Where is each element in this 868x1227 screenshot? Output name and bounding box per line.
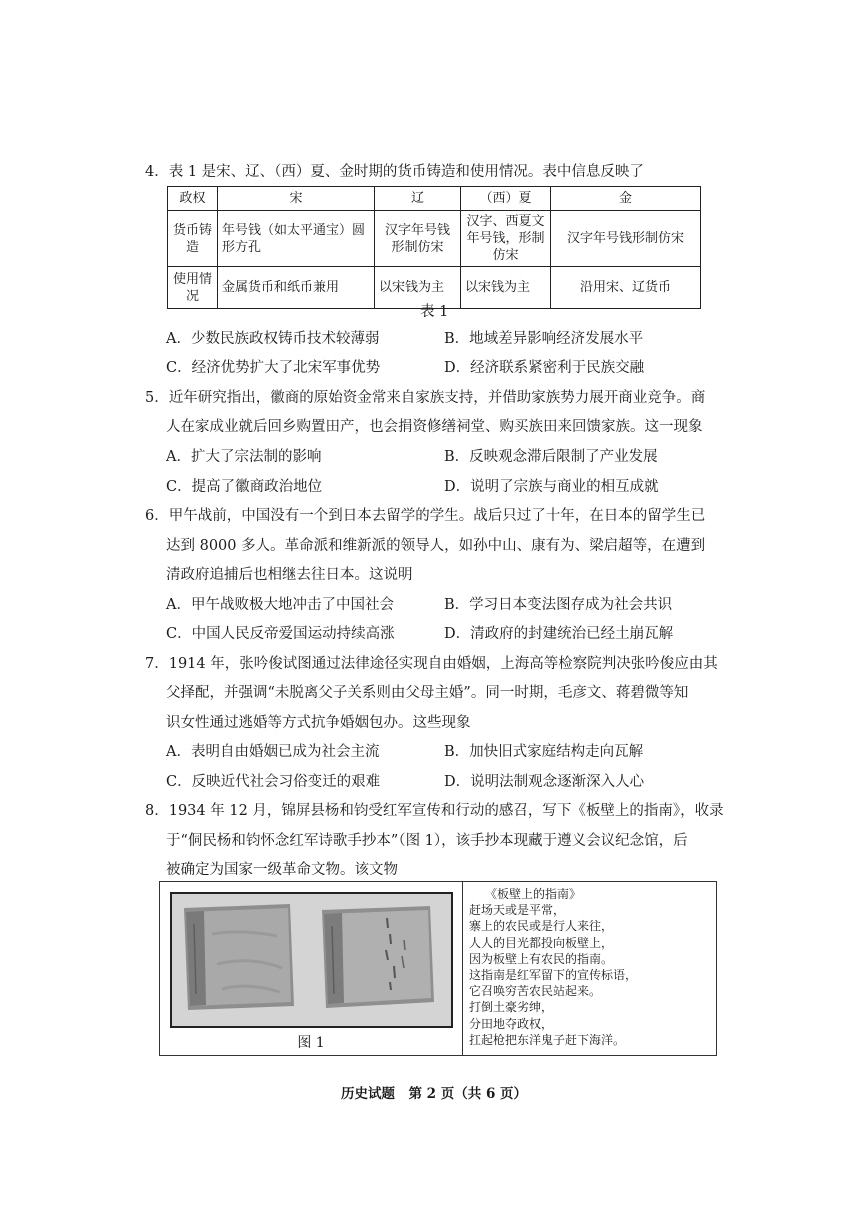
- table-cell: 汉字年号钱形制仿宋: [375, 211, 461, 267]
- option-c: C．反映近代社会习俗变迁的艰难: [166, 774, 381, 790]
- currency-table: [167, 186, 701, 309]
- poem-line: 扛起枪把东洋鬼子赶下海洋。: [469, 1032, 626, 1047]
- poem-line: 它召唤穷苦农民站起来。: [469, 984, 602, 999]
- option-c: C．提高了徽商政治地位: [166, 479, 323, 495]
- poem-line: 打倒土豪劣绅，: [469, 1000, 554, 1015]
- option-d: D．经济联系紧密利于民族交融: [444, 360, 645, 376]
- option-d: D．清政府的封建统治已经土崩瓦解: [444, 626, 674, 642]
- option-a: A．甲午战败极大地冲击了中国社会: [166, 597, 394, 613]
- poem-line: 人人的目光都投向板壁上，: [469, 935, 614, 950]
- option-b: B．加快旧式家庭结构走向瓦解: [444, 744, 644, 760]
- poem-line: 这指南是红军留下的宣传标语，: [469, 968, 638, 983]
- poem-line: 寨上的农民或是行人来往，: [469, 919, 614, 934]
- table-header: 金: [551, 187, 701, 211]
- figure-panel: [160, 882, 463, 1055]
- option-c: C．经济优势扩大了北宋军事优势: [166, 360, 381, 376]
- q8-line: 8．1934 年 12 月，锦屏县杨和钧受红军宣传和行动的感召，写下《板壁上的指南》，收录: [145, 803, 724, 819]
- option-b: B．学习日本变法图存成为社会共识: [444, 597, 673, 613]
- q6-line: 清政府追捕后也相继去往日本。这说明: [166, 567, 413, 583]
- manuscript-photo: [170, 892, 453, 1028]
- poem-title: 《板壁上的指南》: [485, 887, 582, 901]
- q6-line: 6．甲午战前，中国没有一个到日本去留学的学生。战后只过了十年，在日本的留学生已: [145, 508, 706, 524]
- row-label: 货币铸造: [168, 211, 218, 267]
- table-row: [168, 211, 701, 267]
- figure-box: [159, 881, 717, 1056]
- option-c: C．中国人民反帝爱国运动持续高涨: [166, 626, 395, 642]
- table-header: 政权: [168, 187, 218, 211]
- poem-line: 赶场天或是平常，: [469, 903, 566, 918]
- row-label: 使用情况: [168, 267, 218, 309]
- q7-line: 父择配，并强调“未脱离父子关系则由父母主婚”。同一时期，毛彦文、蒋碧微等知: [166, 685, 689, 701]
- table-cell: 金属货币和纸币兼用: [218, 267, 375, 309]
- table-header: （西）夏: [461, 187, 551, 211]
- poem-line: 分田地夺政权，: [469, 1016, 554, 1031]
- option-b: B．反映观念滞后限制了产业发展: [444, 449, 658, 465]
- option-a: A．少数民族政权铸币技术较薄弱: [166, 331, 380, 347]
- q7-line: 识女性通过逃婚等方式抗争婚姻包办。这些现象: [166, 715, 471, 731]
- table-header: 宋: [218, 187, 375, 211]
- table-cell: 年号钱（如太平通宝）圆形方孔: [218, 211, 375, 267]
- figure-caption: 图 1: [297, 1035, 325, 1051]
- table-cell: 汉字年号钱形制仿宋: [551, 211, 701, 267]
- q4-stem: 4．表 1 是宋、辽、（西）夏、金时期的货币铸造和使用情况。表中信息反映了: [145, 164, 644, 180]
- poem-text: [469, 886, 637, 1048]
- option-a: A．表明自由婚姻已成为社会主流: [166, 744, 380, 760]
- option-a: A．扩大了宗法制的影响: [166, 449, 322, 465]
- table-cell: 以宋钱为主: [461, 267, 551, 309]
- table-header-row: [168, 187, 701, 211]
- q5-line: 5．近年研究指出，徽商的原始资金常来自家族支持，并借助家族势力展开商业竞争。商: [145, 390, 706, 406]
- table-cell: 以宋钱为主: [375, 267, 461, 309]
- poem-line: 因为板壁上有农民的指南。: [469, 951, 614, 966]
- q8-line: 于“侗民杨和钧怀念红军诗歌手抄本”（图 1），该手抄本现藏于遵义会议纪念馆，后: [166, 833, 688, 849]
- option-b: B．地域差异影响经济发展水平: [444, 331, 644, 347]
- q7-line: 7．1914 年，张吟俊试图通过法律途径实现自由婚姻，上海高等检察院判决张吟俊应由其: [145, 656, 718, 672]
- table-caption: 表 1: [420, 304, 449, 320]
- table-header: 辽: [375, 187, 461, 211]
- q8-line: 被确定为国家一级革命文物。该文物: [166, 862, 398, 878]
- table-cell: 汉字、西夏文年号钱，形制仿宋: [461, 211, 551, 267]
- table-cell: 沿用宋、辽货币: [551, 267, 701, 309]
- option-d: D．说明了宗族与商业的相互成就: [444, 479, 659, 495]
- q5-line: 人在家成业就后回乡购置田产，也会捐资修缮祠堂、购买族田来回馈家族。这一现象: [166, 419, 703, 435]
- page-footer: 历史试题 第 2 页（共 6 页）: [340, 1086, 528, 1102]
- q6-line: 达到 8000 多人。革命派和维新派的领导人，如孙中山、康有为、梁启超等，在遭到: [166, 538, 706, 554]
- option-d: D．说明法制观念逐渐深入人心: [444, 774, 645, 790]
